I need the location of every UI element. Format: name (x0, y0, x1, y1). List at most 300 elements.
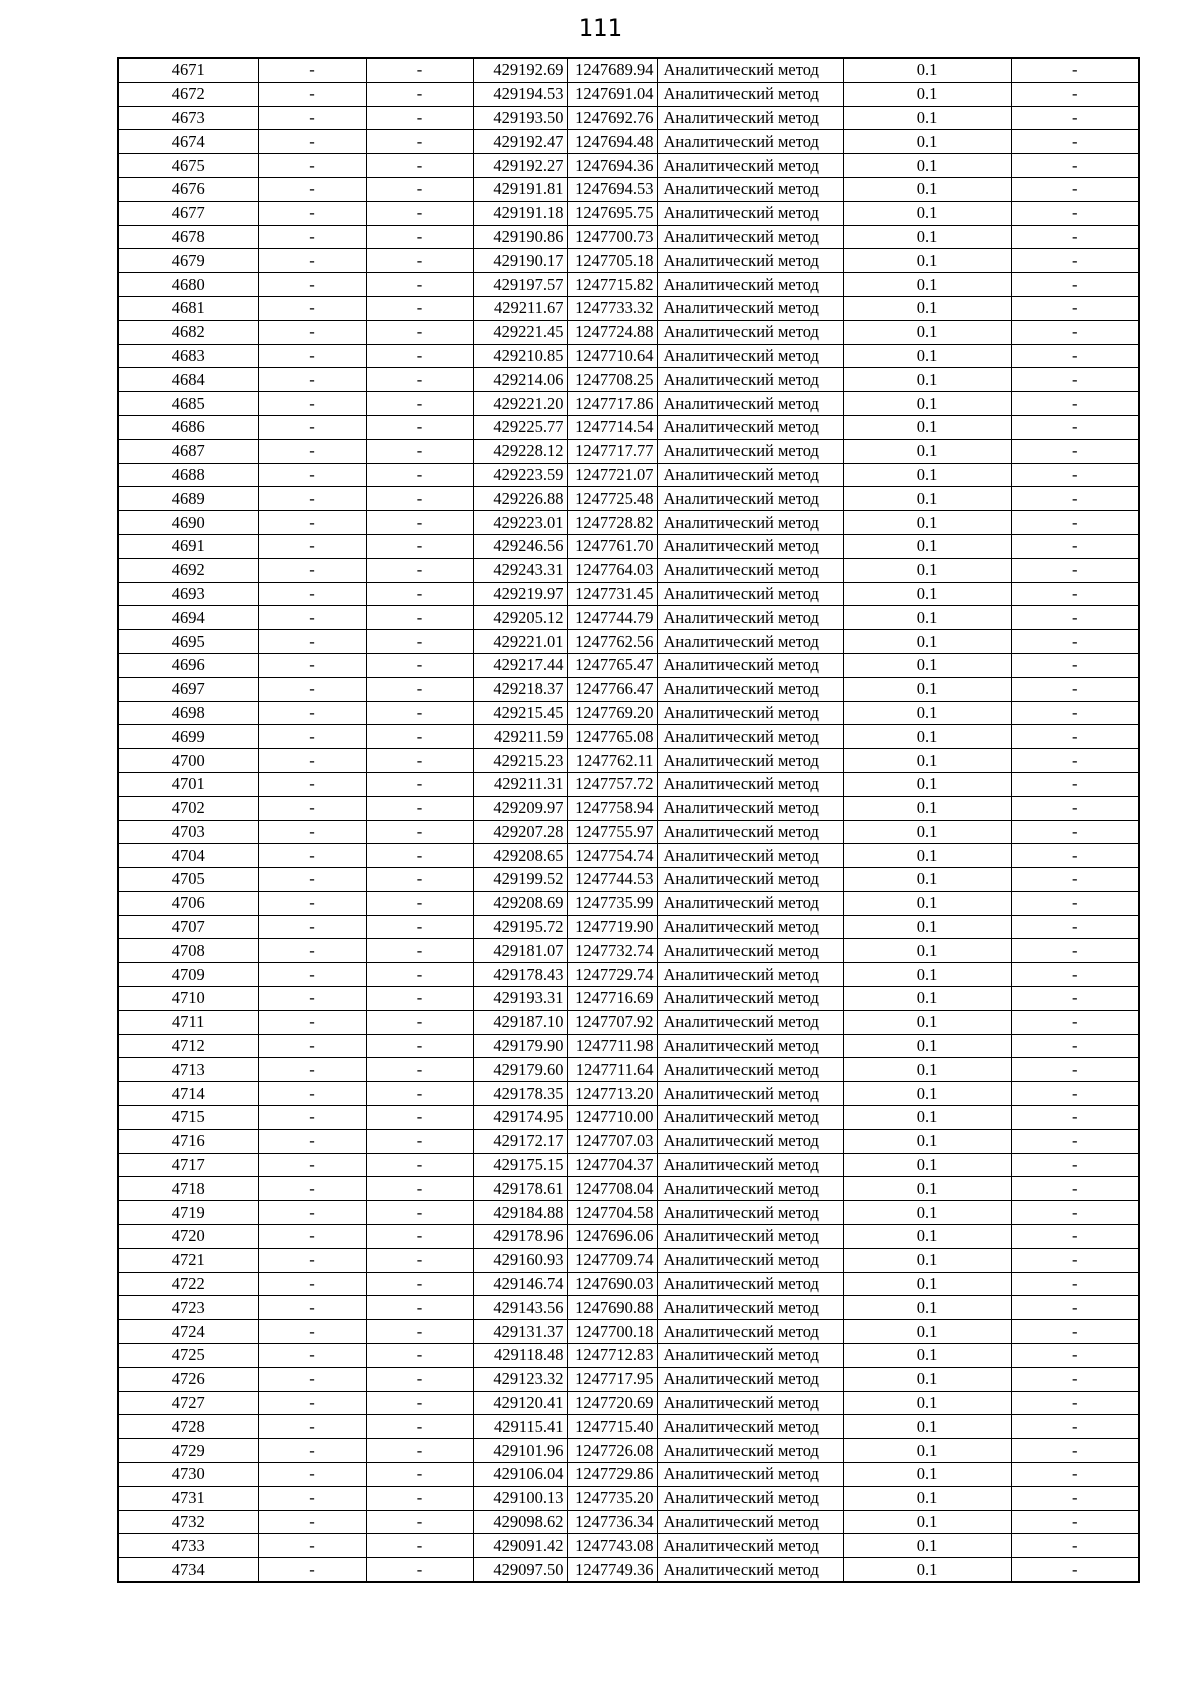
x-coordinate-cell: 429208.65 (473, 844, 567, 868)
method-cell: Аналитический метод (657, 368, 843, 392)
empty-dash-cell: - (366, 677, 473, 701)
description-dash-cell: - (1011, 725, 1139, 749)
method-cell: Аналитический метод (657, 1153, 843, 1177)
table-row (118, 1272, 1139, 1296)
point-number-cell: 4680 (118, 273, 258, 297)
precision-cell: 0.1 (843, 463, 1011, 487)
x-coordinate-cell: 429207.28 (473, 820, 567, 844)
y-coordinate-cell: 1247713.20 (567, 1082, 657, 1106)
precision-cell: 0.1 (843, 1344, 1011, 1368)
precision-cell: 0.1 (843, 58, 1011, 82)
table-row (118, 1558, 1139, 1582)
description-dash-cell: - (1011, 630, 1139, 654)
description-dash-cell: - (1011, 1058, 1139, 1082)
point-number-cell: 4677 (118, 201, 258, 225)
y-coordinate-cell: 1247755.97 (567, 820, 657, 844)
empty-dash-cell: - (366, 344, 473, 368)
x-coordinate-cell: 429191.18 (473, 201, 567, 225)
empty-dash-cell: - (366, 201, 473, 225)
description-dash-cell: - (1011, 1272, 1139, 1296)
point-number-cell: 4694 (118, 606, 258, 630)
y-coordinate-cell: 1247769.20 (567, 701, 657, 725)
x-coordinate-cell: 429243.31 (473, 558, 567, 582)
empty-dash-cell: - (366, 130, 473, 154)
point-number-cell: 4731 (118, 1486, 258, 1510)
x-coordinate-cell: 429118.48 (473, 1344, 567, 1368)
precision-cell: 0.1 (843, 1225, 1011, 1249)
description-dash-cell: - (1011, 82, 1139, 106)
method-cell: Аналитический метод (657, 296, 843, 320)
table-row (118, 582, 1139, 606)
precision-cell: 0.1 (843, 201, 1011, 225)
point-number-cell: 4709 (118, 963, 258, 987)
method-cell: Аналитический метод (657, 201, 843, 225)
description-dash-cell: - (1011, 891, 1139, 915)
empty-dash-cell: - (258, 58, 366, 82)
empty-dash-cell: - (258, 1344, 366, 1368)
precision-cell: 0.1 (843, 1415, 1011, 1439)
point-number-cell: 4686 (118, 415, 258, 439)
description-dash-cell: - (1011, 796, 1139, 820)
y-coordinate-cell: 1247728.82 (567, 511, 657, 535)
table-row (118, 511, 1139, 535)
empty-dash-cell: - (258, 1439, 366, 1463)
table-row (118, 677, 1139, 701)
table-row (118, 1248, 1139, 1272)
table-row (118, 1510, 1139, 1534)
precision-cell: 0.1 (843, 963, 1011, 987)
empty-dash-cell: - (366, 963, 473, 987)
x-coordinate-cell: 429146.74 (473, 1272, 567, 1296)
precision-cell: 0.1 (843, 249, 1011, 273)
description-dash-cell: - (1011, 772, 1139, 796)
point-number-cell: 4703 (118, 820, 258, 844)
method-cell: Аналитический метод (657, 963, 843, 987)
empty-dash-cell: - (258, 701, 366, 725)
empty-dash-cell: - (366, 939, 473, 963)
empty-dash-cell: - (366, 1272, 473, 1296)
x-coordinate-cell: 429210.85 (473, 344, 567, 368)
precision-cell: 0.1 (843, 415, 1011, 439)
x-coordinate-cell: 429175.15 (473, 1153, 567, 1177)
x-coordinate-cell: 429131.37 (473, 1320, 567, 1344)
method-cell: Аналитический метод (657, 868, 843, 892)
empty-dash-cell: - (258, 130, 366, 154)
empty-dash-cell: - (258, 415, 366, 439)
empty-dash-cell: - (258, 225, 366, 249)
method-cell: Аналитический метод (657, 58, 843, 82)
method-cell: Аналитический метод (657, 1010, 843, 1034)
empty-dash-cell: - (366, 749, 473, 773)
table-row (118, 296, 1139, 320)
empty-dash-cell: - (258, 844, 366, 868)
x-coordinate-cell: 429209.97 (473, 796, 567, 820)
empty-dash-cell: - (366, 106, 473, 130)
table-row (118, 154, 1139, 178)
method-cell: Аналитический метод (657, 939, 843, 963)
x-coordinate-cell: 429194.53 (473, 82, 567, 106)
empty-dash-cell: - (366, 1486, 473, 1510)
empty-dash-cell: - (366, 1439, 473, 1463)
table-row (118, 701, 1139, 725)
description-dash-cell: - (1011, 1463, 1139, 1487)
description-dash-cell: - (1011, 1153, 1139, 1177)
x-coordinate-cell: 429091.42 (473, 1534, 567, 1558)
empty-dash-cell: - (258, 1391, 366, 1415)
y-coordinate-cell: 1247749.36 (567, 1558, 657, 1582)
precision-cell: 0.1 (843, 439, 1011, 463)
description-dash-cell: - (1011, 987, 1139, 1011)
table-row (118, 796, 1139, 820)
method-cell: Аналитический метод (657, 511, 843, 535)
point-number-cell: 4710 (118, 987, 258, 1011)
empty-dash-cell: - (258, 1510, 366, 1534)
method-cell: Аналитический метод (657, 1510, 843, 1534)
point-number-cell: 4733 (118, 1534, 258, 1558)
description-dash-cell: - (1011, 344, 1139, 368)
method-cell: Аналитический метод (657, 154, 843, 178)
empty-dash-cell: - (258, 1415, 366, 1439)
empty-dash-cell: - (258, 1463, 366, 1487)
precision-cell: 0.1 (843, 915, 1011, 939)
empty-dash-cell: - (366, 582, 473, 606)
empty-dash-cell: - (366, 1367, 473, 1391)
empty-dash-cell: - (258, 987, 366, 1011)
description-dash-cell: - (1011, 130, 1139, 154)
empty-dash-cell: - (258, 1129, 366, 1153)
y-coordinate-cell: 1247704.37 (567, 1153, 657, 1177)
x-coordinate-cell: 429226.88 (473, 487, 567, 511)
precision-cell: 0.1 (843, 1534, 1011, 1558)
y-coordinate-cell: 1247754.74 (567, 844, 657, 868)
empty-dash-cell: - (258, 1248, 366, 1272)
empty-dash-cell: - (366, 868, 473, 892)
empty-dash-cell: - (258, 1153, 366, 1177)
y-coordinate-cell: 1247766.47 (567, 677, 657, 701)
description-dash-cell: - (1011, 558, 1139, 582)
point-number-cell: 4698 (118, 701, 258, 725)
y-coordinate-cell: 1247720.69 (567, 1391, 657, 1415)
x-coordinate-cell: 429100.13 (473, 1486, 567, 1510)
empty-dash-cell: - (258, 630, 366, 654)
empty-dash-cell: - (258, 820, 366, 844)
y-coordinate-cell: 1247689.94 (567, 58, 657, 82)
description-dash-cell: - (1011, 820, 1139, 844)
method-cell: Аналитический метод (657, 1486, 843, 1510)
description-dash-cell: - (1011, 1415, 1139, 1439)
precision-cell: 0.1 (843, 677, 1011, 701)
empty-dash-cell: - (258, 1558, 366, 1582)
precision-cell: 0.1 (843, 653, 1011, 677)
description-dash-cell: - (1011, 1296, 1139, 1320)
point-number-cell: 4723 (118, 1296, 258, 1320)
method-cell: Аналитический метод (657, 915, 843, 939)
table-row (118, 1534, 1139, 1558)
description-dash-cell: - (1011, 1534, 1139, 1558)
method-cell: Аналитический метод (657, 891, 843, 915)
method-cell: Аналитический метод (657, 1272, 843, 1296)
description-dash-cell: - (1011, 868, 1139, 892)
empty-dash-cell: - (258, 82, 366, 106)
precision-cell: 0.1 (843, 1439, 1011, 1463)
y-coordinate-cell: 1247690.03 (567, 1272, 657, 1296)
description-dash-cell: - (1011, 392, 1139, 416)
y-coordinate-cell: 1247736.34 (567, 1510, 657, 1534)
empty-dash-cell: - (366, 1391, 473, 1415)
y-coordinate-cell: 1247764.03 (567, 558, 657, 582)
table-row (118, 368, 1139, 392)
x-coordinate-cell: 429187.10 (473, 1010, 567, 1034)
empty-dash-cell: - (366, 701, 473, 725)
empty-dash-cell: - (258, 868, 366, 892)
precision-cell: 0.1 (843, 273, 1011, 297)
description-dash-cell: - (1011, 154, 1139, 178)
description-dash-cell: - (1011, 701, 1139, 725)
precision-cell: 0.1 (843, 154, 1011, 178)
empty-dash-cell: - (366, 653, 473, 677)
empty-dash-cell: - (258, 749, 366, 773)
empty-dash-cell: - (366, 463, 473, 487)
y-coordinate-cell: 1247708.25 (567, 368, 657, 392)
empty-dash-cell: - (258, 915, 366, 939)
empty-dash-cell: - (258, 939, 366, 963)
empty-dash-cell: - (366, 987, 473, 1011)
empty-dash-cell: - (366, 1058, 473, 1082)
empty-dash-cell: - (258, 1320, 366, 1344)
method-cell: Аналитический метод (657, 463, 843, 487)
precision-cell: 0.1 (843, 1320, 1011, 1344)
precision-cell: 0.1 (843, 558, 1011, 582)
description-dash-cell: - (1011, 677, 1139, 701)
empty-dash-cell: - (366, 58, 473, 82)
y-coordinate-cell: 1247721.07 (567, 463, 657, 487)
precision-cell: 0.1 (843, 749, 1011, 773)
method-cell: Аналитический метод (657, 130, 843, 154)
x-coordinate-cell: 429215.45 (473, 701, 567, 725)
x-coordinate-cell: 429215.23 (473, 749, 567, 773)
table-row (118, 415, 1139, 439)
precision-cell: 0.1 (843, 868, 1011, 892)
point-number-cell: 4697 (118, 677, 258, 701)
description-dash-cell: - (1011, 463, 1139, 487)
empty-dash-cell: - (366, 177, 473, 201)
description-dash-cell: - (1011, 749, 1139, 773)
empty-dash-cell: - (258, 177, 366, 201)
description-dash-cell: - (1011, 1320, 1139, 1344)
table-row (118, 1367, 1139, 1391)
table-row (118, 201, 1139, 225)
empty-dash-cell: - (366, 1201, 473, 1225)
x-coordinate-cell: 429199.52 (473, 868, 567, 892)
precision-cell: 0.1 (843, 1153, 1011, 1177)
x-coordinate-cell: 429172.17 (473, 1129, 567, 1153)
table-row (118, 1344, 1139, 1368)
method-cell: Аналитический метод (657, 1225, 843, 1249)
x-coordinate-cell: 429221.45 (473, 320, 567, 344)
y-coordinate-cell: 1247724.88 (567, 320, 657, 344)
empty-dash-cell: - (366, 1463, 473, 1487)
empty-dash-cell: - (366, 1320, 473, 1344)
empty-dash-cell: - (366, 82, 473, 106)
empty-dash-cell: - (366, 915, 473, 939)
empty-dash-cell: - (258, 725, 366, 749)
empty-dash-cell: - (366, 154, 473, 178)
method-cell: Аналитический метод (657, 344, 843, 368)
empty-dash-cell: - (366, 1129, 473, 1153)
description-dash-cell: - (1011, 1367, 1139, 1391)
precision-cell: 0.1 (843, 320, 1011, 344)
description-dash-cell: - (1011, 320, 1139, 344)
x-coordinate-cell: 429221.01 (473, 630, 567, 654)
empty-dash-cell: - (258, 1225, 366, 1249)
description-dash-cell: - (1011, 844, 1139, 868)
coordinates-table (117, 57, 1140, 1583)
table-row (118, 1225, 1139, 1249)
empty-dash-cell: - (366, 844, 473, 868)
description-dash-cell: - (1011, 534, 1139, 558)
table-row (118, 653, 1139, 677)
x-coordinate-cell: 429211.31 (473, 772, 567, 796)
table-row (118, 58, 1139, 82)
x-coordinate-cell: 429106.04 (473, 1463, 567, 1487)
y-coordinate-cell: 1247700.73 (567, 225, 657, 249)
point-number-cell: 4671 (118, 58, 258, 82)
y-coordinate-cell: 1247695.75 (567, 201, 657, 225)
point-number-cell: 4706 (118, 891, 258, 915)
x-coordinate-cell: 429160.93 (473, 1248, 567, 1272)
x-coordinate-cell: 429197.57 (473, 273, 567, 297)
point-number-cell: 4699 (118, 725, 258, 749)
y-coordinate-cell: 1247705.18 (567, 249, 657, 273)
x-coordinate-cell: 429178.43 (473, 963, 567, 987)
method-cell: Аналитический метод (657, 1034, 843, 1058)
empty-dash-cell: - (366, 1534, 473, 1558)
table-row (118, 1034, 1139, 1058)
x-coordinate-cell: 429190.86 (473, 225, 567, 249)
y-coordinate-cell: 1247758.94 (567, 796, 657, 820)
precision-cell: 0.1 (843, 772, 1011, 796)
description-dash-cell: - (1011, 1558, 1139, 1582)
table-row (118, 177, 1139, 201)
empty-dash-cell: - (258, 606, 366, 630)
empty-dash-cell: - (366, 368, 473, 392)
description-dash-cell: - (1011, 1486, 1139, 1510)
description-dash-cell: - (1011, 201, 1139, 225)
table-row (118, 1177, 1139, 1201)
precision-cell: 0.1 (843, 1510, 1011, 1534)
precision-cell: 0.1 (843, 582, 1011, 606)
method-cell: Аналитический метод (657, 392, 843, 416)
method-cell: Аналитический метод (657, 749, 843, 773)
x-coordinate-cell: 429211.59 (473, 725, 567, 749)
table-row (118, 987, 1139, 1011)
empty-dash-cell: - (258, 344, 366, 368)
precision-cell: 0.1 (843, 1106, 1011, 1130)
y-coordinate-cell: 1247710.00 (567, 1106, 657, 1130)
empty-dash-cell: - (366, 1034, 473, 1058)
x-coordinate-cell: 429195.72 (473, 915, 567, 939)
description-dash-cell: - (1011, 1248, 1139, 1272)
point-number-cell: 4708 (118, 939, 258, 963)
description-dash-cell: - (1011, 296, 1139, 320)
method-cell: Аналитический метод (657, 677, 843, 701)
method-cell: Аналитический метод (657, 987, 843, 1011)
description-dash-cell: - (1011, 606, 1139, 630)
description-dash-cell: - (1011, 1177, 1139, 1201)
y-coordinate-cell: 1247765.47 (567, 653, 657, 677)
x-coordinate-cell: 429191.81 (473, 177, 567, 201)
point-number-cell: 4727 (118, 1391, 258, 1415)
precision-cell: 0.1 (843, 987, 1011, 1011)
precision-cell: 0.1 (843, 939, 1011, 963)
precision-cell: 0.1 (843, 1391, 1011, 1415)
description-dash-cell: - (1011, 1344, 1139, 1368)
empty-dash-cell: - (258, 963, 366, 987)
method-cell: Аналитический метод (657, 534, 843, 558)
y-coordinate-cell: 1247715.82 (567, 273, 657, 297)
method-cell: Аналитический метод (657, 1367, 843, 1391)
point-number-cell: 4692 (118, 558, 258, 582)
precision-cell: 0.1 (843, 701, 1011, 725)
method-cell: Аналитический метод (657, 1058, 843, 1082)
y-coordinate-cell: 1247692.76 (567, 106, 657, 130)
x-coordinate-cell: 429098.62 (473, 1510, 567, 1534)
precision-cell: 0.1 (843, 1463, 1011, 1487)
precision-cell: 0.1 (843, 891, 1011, 915)
empty-dash-cell: - (258, 1034, 366, 1058)
point-number-cell: 4714 (118, 1082, 258, 1106)
precision-cell: 0.1 (843, 1177, 1011, 1201)
method-cell: Аналитический метод (657, 653, 843, 677)
point-number-cell: 4676 (118, 177, 258, 201)
x-coordinate-cell: 429223.59 (473, 463, 567, 487)
method-cell: Аналитический метод (657, 177, 843, 201)
empty-dash-cell: - (258, 1201, 366, 1225)
empty-dash-cell: - (366, 725, 473, 749)
x-coordinate-cell: 429223.01 (473, 511, 567, 535)
x-coordinate-cell: 429228.12 (473, 439, 567, 463)
y-coordinate-cell: 1247700.18 (567, 1320, 657, 1344)
precision-cell: 0.1 (843, 106, 1011, 130)
table-row (118, 1106, 1139, 1130)
empty-dash-cell: - (258, 891, 366, 915)
table-row (118, 1320, 1139, 1344)
y-coordinate-cell: 1247731.45 (567, 582, 657, 606)
x-coordinate-cell: 429218.37 (473, 677, 567, 701)
method-cell: Аналитический метод (657, 1534, 843, 1558)
point-number-cell: 4713 (118, 1058, 258, 1082)
point-number-cell: 4683 (118, 344, 258, 368)
empty-dash-cell: - (366, 249, 473, 273)
x-coordinate-cell: 429193.50 (473, 106, 567, 130)
point-number-cell: 4696 (118, 653, 258, 677)
method-cell: Аналитический метод (657, 1296, 843, 1320)
method-cell: Аналитический метод (657, 701, 843, 725)
empty-dash-cell: - (258, 320, 366, 344)
empty-dash-cell: - (258, 1296, 366, 1320)
y-coordinate-cell: 1247725.48 (567, 487, 657, 511)
y-coordinate-cell: 1247729.86 (567, 1463, 657, 1487)
table-row (118, 130, 1139, 154)
point-number-cell: 4678 (118, 225, 258, 249)
y-coordinate-cell: 1247733.32 (567, 296, 657, 320)
empty-dash-cell: - (366, 273, 473, 297)
empty-dash-cell: - (258, 1272, 366, 1296)
precision-cell: 0.1 (843, 796, 1011, 820)
method-cell: Аналитический метод (657, 1391, 843, 1415)
y-coordinate-cell: 1247694.48 (567, 130, 657, 154)
x-coordinate-cell: 429178.96 (473, 1225, 567, 1249)
